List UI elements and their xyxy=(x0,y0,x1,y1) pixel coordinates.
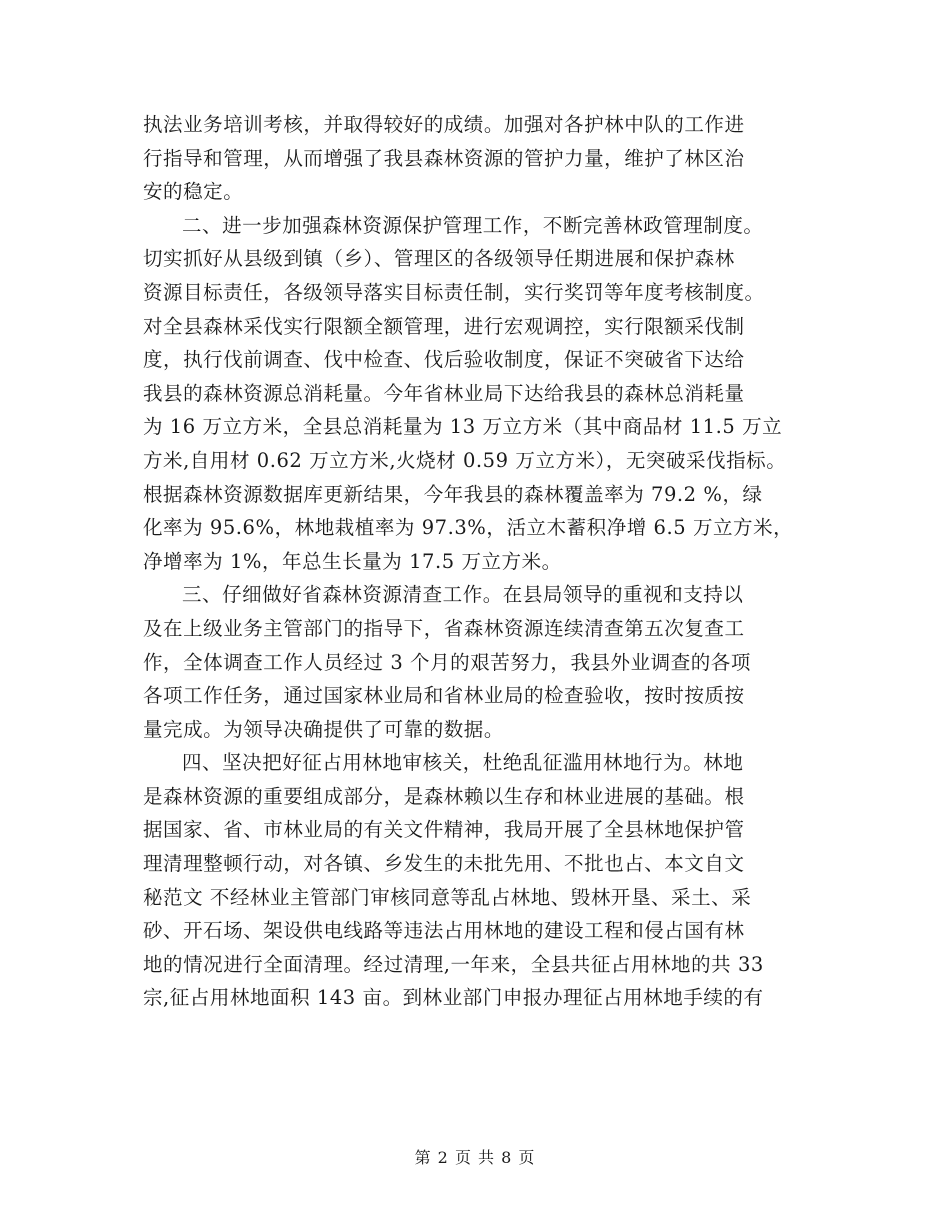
text-line: 量完成。为领导决确提供了可靠的数据。 xyxy=(143,717,504,741)
text-line: 四、坚决把好征占用林地审核关，杜绝乱征滥用林地行为。林地 xyxy=(182,751,744,775)
page-footer: 第 2 页 共 8 页 xyxy=(414,1148,536,1167)
text-line: 作，全体调查工作人员经过 3 个月的艰苦努力，我县外业调查的各项 xyxy=(143,650,751,674)
text-line: 为 16 万立方米，全县总消耗量为 13 万立方米（其中商品材 11.5 万立 xyxy=(143,415,783,439)
text-line: 各项工作任务，通过国家林业局和省林业局的检查验收，按时按质按 xyxy=(143,684,745,708)
text-line: 秘范文 不经林业主管部门审核同意等乱占林地、毁林开垦、采土、采 xyxy=(143,885,752,909)
text-line: 根据森林资源数据库更新结果，今年我县的森林覆盖率为 79.2 %，绿 xyxy=(143,482,763,506)
text-line: 切实抓好从县级到镇（乡）、管理区的各级领导任期进展和保护森林 xyxy=(143,247,735,271)
text-line: 是森林资源的重要组成部分，是森林赖以生存和林业进展的基础。根 xyxy=(143,784,745,808)
text-line: 对全县森林采伐实行限额全额管理，进行宏观调控，实行限额采伐制 xyxy=(143,314,745,338)
text-line: 资源目标责任，各级领导落实目标责任制，实行奖罚等年度考核制度。 xyxy=(143,280,765,304)
text-line: 地的情况进行全面清理。经过清理,一年来，全县共征占用林地的共 33 xyxy=(143,952,764,976)
text-line: 净增率为 1%，年总生长量为 17.5 万立方米。 xyxy=(143,549,562,573)
text-line: 化率为 95.6%，林地栽植率为 97.3%，活立木蓄积净增 6.5 万立方米， xyxy=(143,516,794,540)
text-line: 我县的森林资源总消耗量。今年省林业局下达给我县的森林总消耗量 xyxy=(143,381,745,405)
text-line: 安的稳定。 xyxy=(143,180,244,204)
text-line: 宗,征占用林地面积 143 亩。到林业部门申报办理征占用林地手续的有 xyxy=(143,986,764,1010)
body-text xyxy=(143,108,823,1015)
text-line: 方米,自用材 0.62 万立方米,火烧材 0.59 万立方米），无突破采伐指标。 xyxy=(143,448,787,472)
text-line: 二、进一步加强森林资源保护管理工作，不断完善林政管理制度。 xyxy=(182,213,764,237)
text-line: 执法业务培训考核，并取得较好的成绩。加强对各护林中队的工作进 xyxy=(143,113,745,136)
text-line: 及在上级业务主管部门的指导下，省森林资源连续清查第五次复查工 xyxy=(143,616,745,640)
text-line: 据国家、省、市林业局的有关文件精神，我局开展了全县林地保护管 xyxy=(143,818,745,842)
text-line: 度，执行伐前调查、伐中检查、伐后验收制度，保证不突破省下达给 xyxy=(143,348,745,372)
text-line: 三、仔细做好省森林资源清查工作。在县局领导的重视和支持以 xyxy=(182,583,744,607)
text-line: 行指导和管理，从而增强了我县森林资源的管护力量，维护了林区治 xyxy=(143,146,745,170)
text-line: 理清理整顿行动，对各镇、乡发生的未批先用、不批也占、本文自文 xyxy=(143,852,745,876)
text-line: 砂、开石场、架设供电线路等违法占用林地的建设工程和侵占国有林 xyxy=(143,919,745,943)
